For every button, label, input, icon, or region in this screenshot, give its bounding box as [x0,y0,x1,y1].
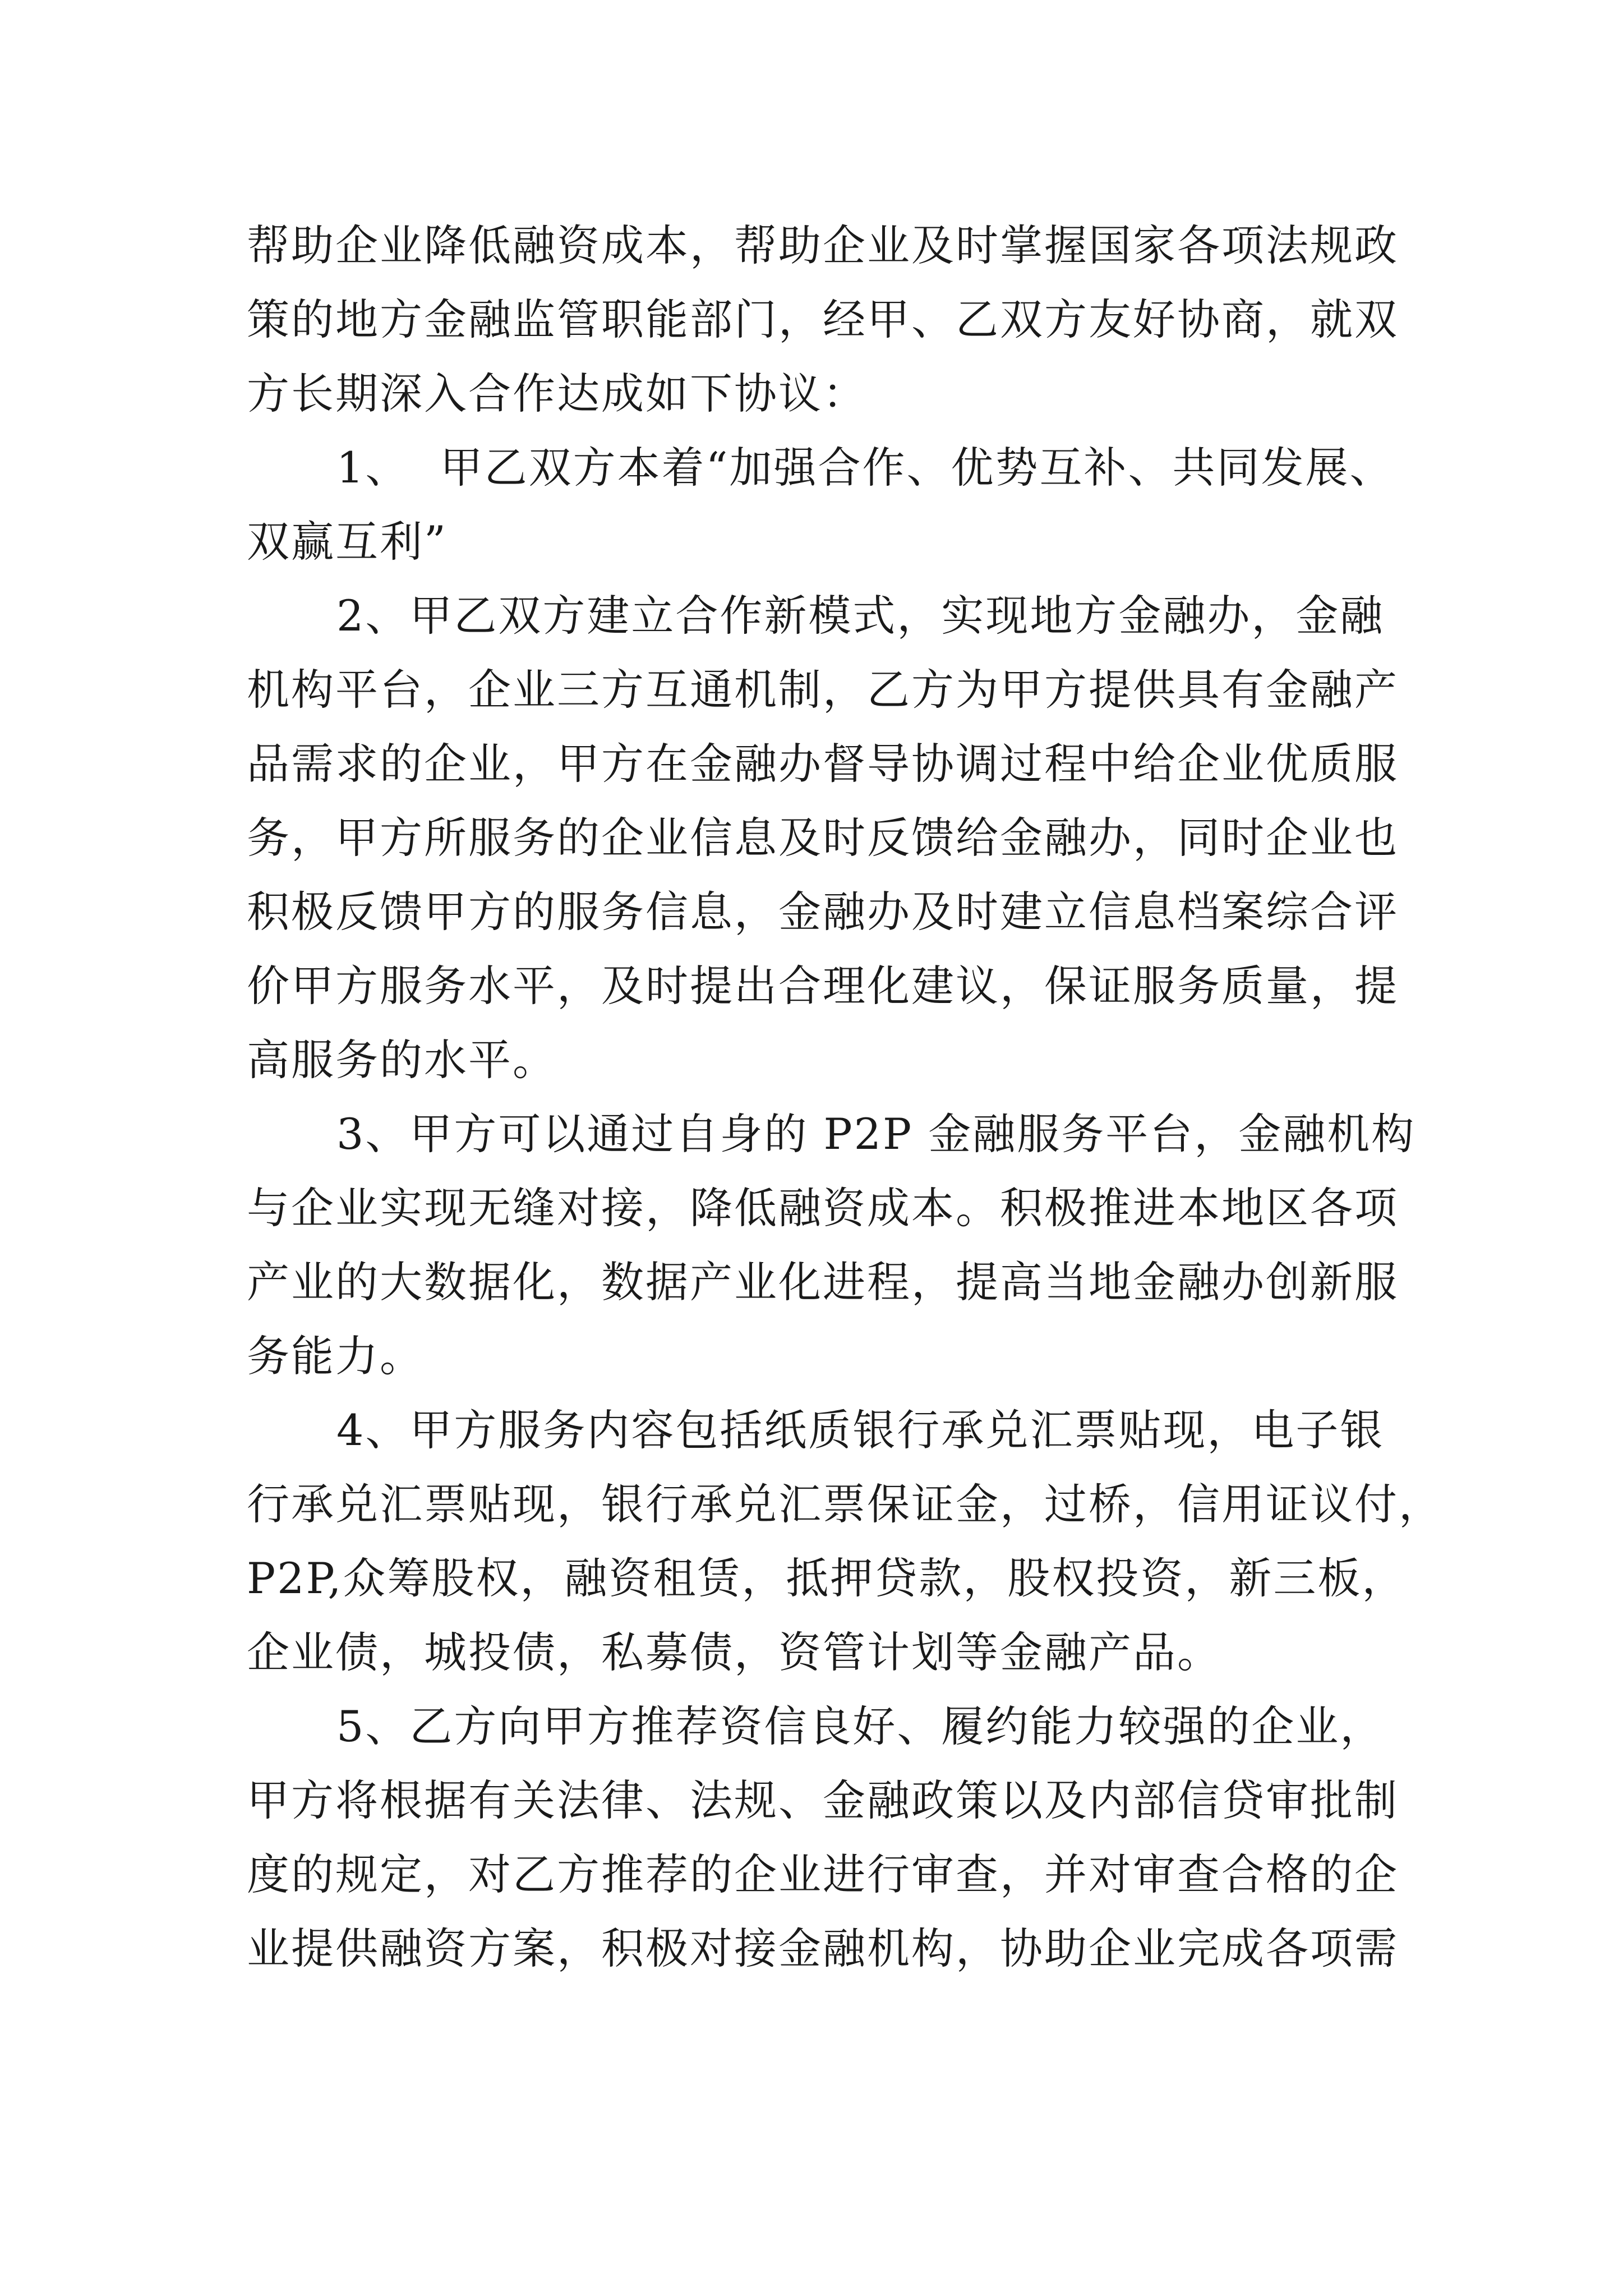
text-line: 与企业实现无缝对接，降低融资成本。积极推进本地区各项 [247,1183,1399,1233]
text-line: P2P,众筹股权，融资租赁，抵押贷款，股权投资，新三板， [247,1553,1407,1603]
text-line: 机构平台，企业三方互通机制，乙方为甲方提供具有金融产 [247,665,1399,715]
text-line: 1、 甲乙双方本着“加强合作、优势互补、共同发展、 [336,443,1394,493]
text-line: 业提供融资方案，积极对接金融机构，协助企业完成各项需 [247,1924,1399,1973]
text-line: 品需求的企业，甲方在金融办督导协调过程中给企业优质服 [247,739,1399,789]
text-line: 双赢互利” [247,517,448,567]
text-line: 5、乙方向甲方推荐资信良好、履约能力较强的企业， [336,1701,1385,1751]
text-line: 行承兑汇票贴现，银行承兑汇票保证金，过桥，信用证议付， [247,1479,1443,1529]
text-line: 甲方将根据有关法律、法规、金融政策以及内部信贷审批制 [247,1775,1399,1825]
text-line: 2、甲乙双方建立合作新模式，实现地方金融办，金融 [336,591,1385,641]
text-line: 高服务的水平。 [247,1035,557,1085]
text-line: 产业的大数据化，数据产业化进程，提高当地金融办创新服 [247,1257,1399,1307]
text-line: 策的地方金融监管职能部门，经甲、乙双方友好协商，就双 [247,295,1399,344]
text-line: 务，甲方所服务的企业信息及时反馈给金融办，同时企业也 [247,813,1399,863]
text-line: 积极反馈甲方的服务信息，金融办及时建立信息档案综合评 [247,887,1399,937]
text-line: 企业债，城投债，私募债，资管计划等金融产品。 [247,1627,1221,1677]
text-line: 方长期深入合作达成如下协议： [247,369,867,418]
text-line: 4、甲方服务内容包括纸质银行承兑汇票贴现，电子银 [336,1405,1385,1455]
text-line: 务能力。 [247,1331,424,1381]
text-line: 3、甲方可以通过自身的 P2P 金融服务平台，金融机构 [336,1109,1416,1159]
text-line: 帮助企业降低融资成本，帮助企业及时掌握国家各项法规政 [247,220,1399,270]
document-body [247,209,1443,1986]
text-line: 度的规定，对乙方推荐的企业进行审查，并对审查合格的企 [247,1849,1399,1899]
text-line: 价甲方服务水平，及时提出合理化建议，保证服务质量，提 [247,961,1399,1011]
